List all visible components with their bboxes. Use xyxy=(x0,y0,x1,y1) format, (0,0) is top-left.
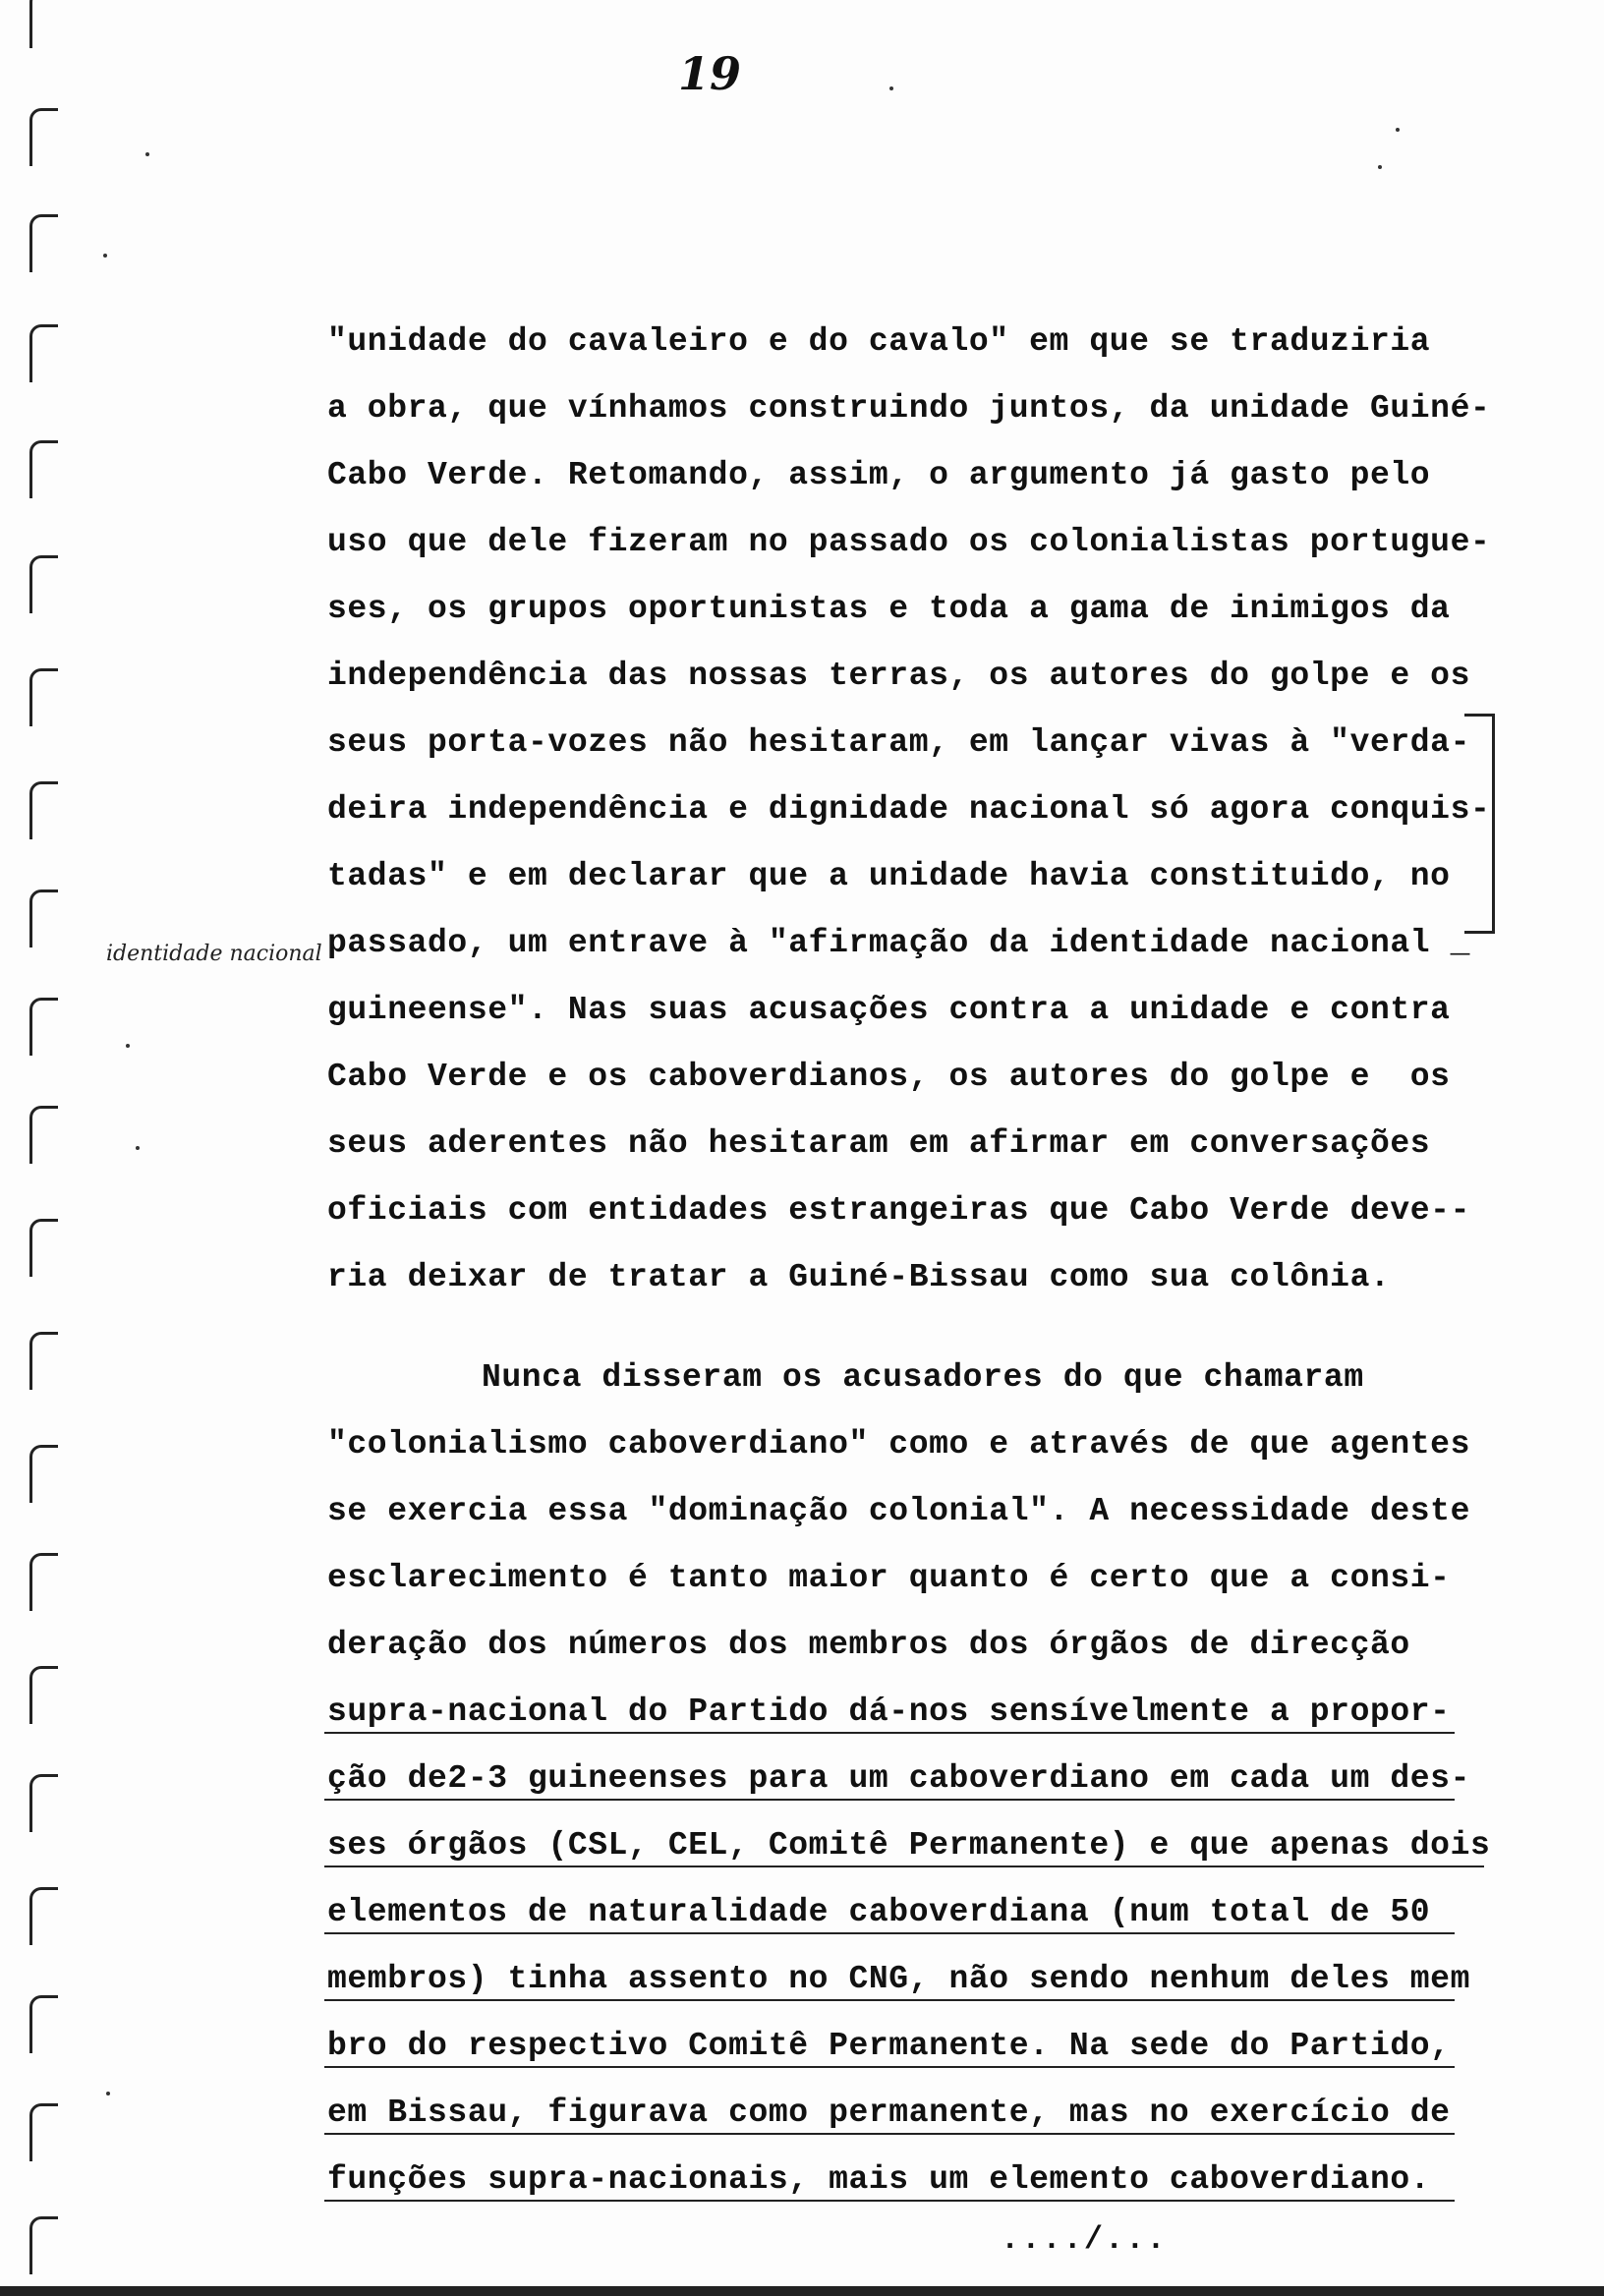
binding-hole xyxy=(29,1887,58,1945)
text-line: se exercia essa "dominação colonial". A necessidade deste xyxy=(327,1493,1470,1529)
binding-hole xyxy=(29,1995,58,2053)
text-line: elementos de naturalidade caboverdiana (num total de 50 xyxy=(327,1894,1431,1930)
binding-hole xyxy=(29,440,58,498)
scan-speck xyxy=(103,254,107,258)
text-line: funções supra-nacionais, mais um elemento caboverdiano. xyxy=(327,2161,1431,2198)
binding-hole xyxy=(29,781,58,839)
underline-stroke xyxy=(324,1799,1455,1801)
underline-stroke xyxy=(324,1932,1455,1934)
binding-hole xyxy=(29,2103,58,2161)
text-line: tadas" e em declarar que a unidade havia constituido, no xyxy=(327,858,1451,894)
underline-stroke xyxy=(324,1999,1455,2001)
margin-handwritten-note: identidade nacional xyxy=(106,942,322,966)
text-line: seus porta-vozes não hesitaram, em lançar vivas à "verda- xyxy=(327,724,1470,761)
binding-hole xyxy=(29,890,58,947)
scan-speck xyxy=(145,152,149,156)
text-line: esclarecimento é tanto maior quanto é certo que a consi- xyxy=(327,1560,1451,1596)
scan-speck xyxy=(106,2092,110,2095)
scan-speck xyxy=(1396,128,1400,132)
text-line: deira independência e dignidade nacional só agora conquis- xyxy=(327,791,1491,828)
scan-speck xyxy=(136,1146,140,1150)
binding-hole xyxy=(29,1666,58,1724)
text-line: ses órgãos (CSL, CEL, Comitê Permanente) e que apenas dois xyxy=(327,1827,1491,1864)
text-line: em Bissau, figurava como permanente, mas no exercício de xyxy=(327,2095,1451,2131)
binding-holes xyxy=(0,0,79,2296)
text-line: "unidade do cavaleiro e do cavalo" em que se traduziria xyxy=(327,323,1431,360)
binding-hole xyxy=(29,2216,58,2274)
binding-hole xyxy=(29,1553,58,1611)
text-line: independência das nossas terras, os autores do golpe e os xyxy=(327,658,1470,694)
text-line: a obra, que vínhamos construindo juntos, da unidade Guiné- xyxy=(327,390,1491,427)
binding-hole xyxy=(29,1445,58,1503)
text-line: deração dos números dos membros dos órgãos de direcção xyxy=(327,1627,1410,1663)
scan-speck xyxy=(1378,165,1382,169)
binding-hole xyxy=(29,108,58,166)
page-number: 19 xyxy=(678,47,742,100)
text-line: Nunca disseram os acusadores do que chamaram xyxy=(482,1359,1364,1396)
underline-stroke xyxy=(324,1866,1484,1867)
text-line: bro do respectivo Comitê Permanente. Na sede do Partido, xyxy=(327,2028,1451,2064)
text-line: ses, os grupos oportunistas e toda a gama de inimigos da xyxy=(327,591,1451,627)
binding-hole xyxy=(29,214,58,272)
scan-speck xyxy=(126,1044,130,1048)
text-line: uso que dele fizeram no passado os colonialistas portugue- xyxy=(327,524,1491,560)
text-line: guineense". Nas suas acusações contra a unidade e contra xyxy=(327,992,1451,1028)
underline-stroke xyxy=(324,2133,1455,2135)
binding-hole xyxy=(29,1332,58,1390)
text-line: ria deixar de tratar a Guiné-Bissau como sua colônia. xyxy=(327,1259,1391,1295)
underline-stroke xyxy=(324,2066,1455,2068)
text-line: supra-nacional do Partido dá-nos sensívelmente a propor- xyxy=(327,1693,1451,1730)
underline-stroke xyxy=(324,2200,1455,2202)
text-line: passado, um entrave à "afirmação da identidade nacional _ xyxy=(327,925,1470,961)
binding-hole xyxy=(29,668,58,726)
text-line: seus aderentes não hesitaram em afirmar em conversações xyxy=(327,1125,1431,1162)
binding-hole xyxy=(29,324,58,382)
underline-stroke xyxy=(324,1732,1455,1734)
text-line: ção de2-3 guineenses para um caboverdiano em cada um des- xyxy=(327,1760,1470,1797)
text-line: membros) tinha assento no CNG, não sendo nenhum deles mem xyxy=(327,1961,1470,1997)
binding-hole xyxy=(29,0,58,48)
text-line: oficiais com entidades estrangeiras que Cabo Verde deve-- xyxy=(327,1192,1470,1229)
binding-hole xyxy=(29,1219,58,1277)
scan-bottom-edge xyxy=(0,2286,1604,2296)
text-line: "colonialismo caboverdiano" como e através de que agentes xyxy=(327,1426,1470,1463)
binding-hole xyxy=(29,1774,58,1832)
binding-hole xyxy=(29,555,58,613)
binding-hole xyxy=(29,998,58,1056)
text-line: Cabo Verde e os caboverdianos, os autores do golpe e os xyxy=(327,1059,1451,1095)
text-line: Cabo Verde. Retomando, assim, o argumento já gasto pelo xyxy=(327,457,1431,493)
continuation-mark: ..../... xyxy=(1001,2221,1168,2258)
scan-speck xyxy=(889,86,893,90)
binding-hole xyxy=(29,1106,58,1164)
